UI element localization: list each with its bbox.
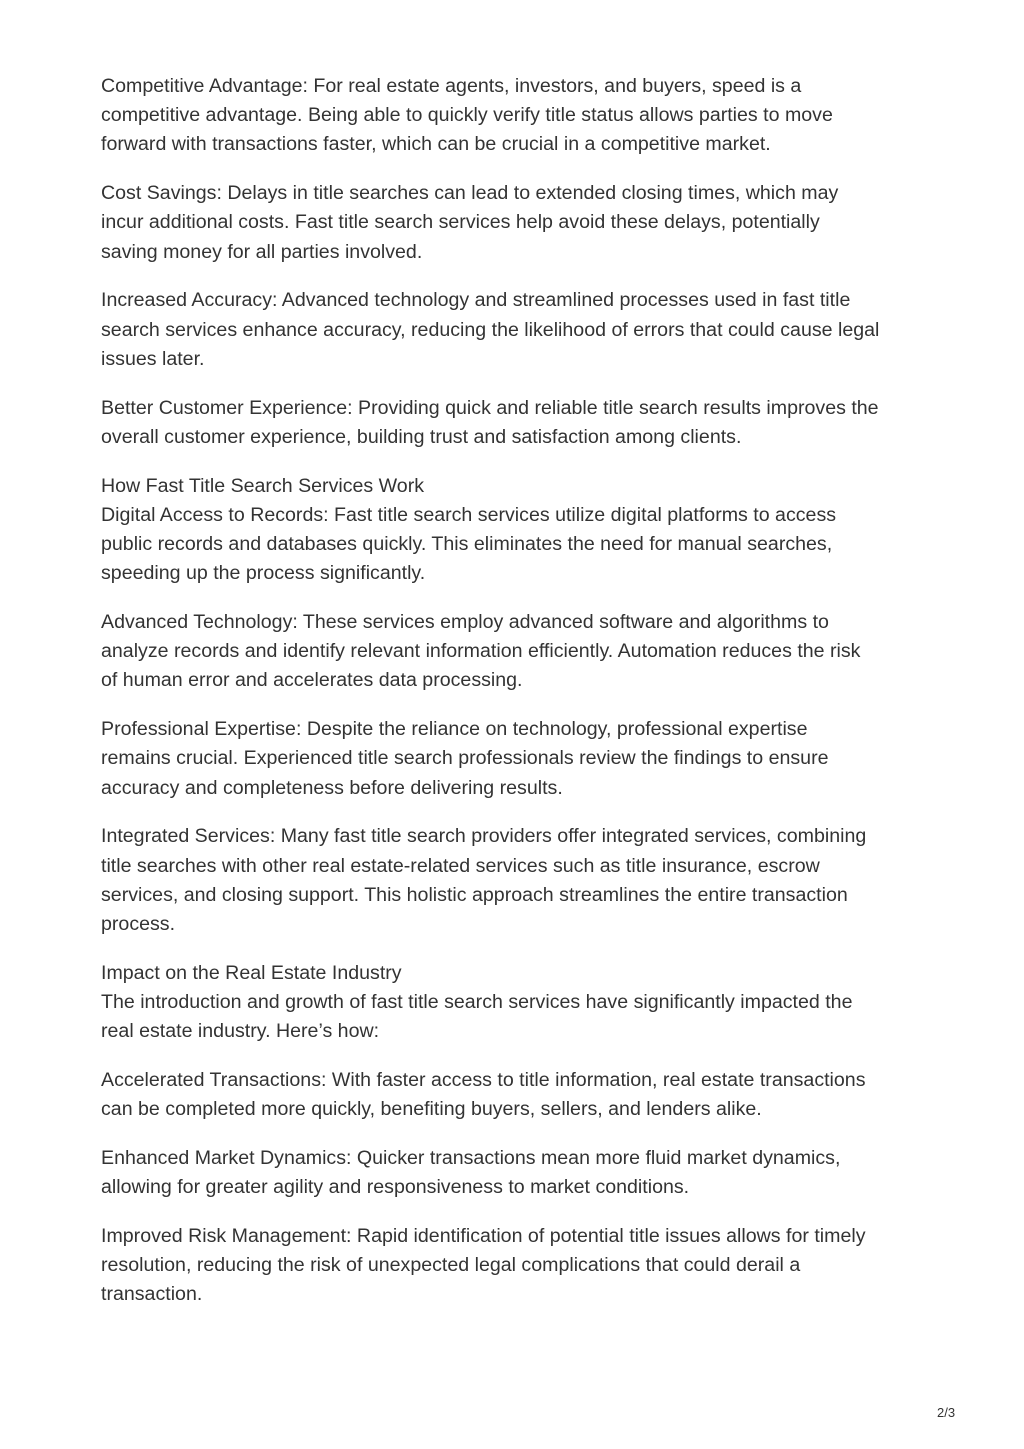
paragraph-integrated-services [101, 822, 931, 939]
text-line: Increased Accuracy: Advanced technology and streamlined processes used in fast title [101, 289, 851, 312]
text-line: of human error and accelerates data processing. [101, 669, 523, 692]
document-body [101, 72, 931, 1329]
text-line: speeding up the process significantly. [101, 562, 426, 585]
section-heading: How Fast Title Search Services Work [101, 474, 425, 497]
paragraph-accelerated-transactions [101, 1066, 931, 1124]
text-line: process. [101, 913, 176, 936]
text-line: allowing for greater agility and responsiveness to market conditions. [101, 1176, 690, 1199]
text-line: accuracy and completeness before delivering results. [101, 776, 563, 799]
paragraph-competitive-advantage [101, 72, 931, 160]
text-line: issues later. [101, 347, 205, 370]
text-line: can be completed more quickly, benefiting buyers, sellers, and lenders alike. [101, 1098, 762, 1121]
text-line: Advanced Technology: These services employ advanced software and algorithms to [101, 611, 829, 634]
text-line: Improved Risk Management: Rapid identification of potential title issues allows for timely [101, 1225, 866, 1248]
text-line: competitive advantage. Being able to quickly verify title status allows parties to move [101, 104, 833, 127]
text-line: Competitive Advantage: For real estate agents, investors, and buyers, speed is a [101, 75, 802, 97]
paragraph-cost-savings [101, 179, 931, 267]
text-line: real estate industry. Here’s how: [101, 1020, 380, 1043]
text-line: public records and databases quickly. This eliminates the need for manual searches, [101, 533, 833, 556]
text-line: overall customer experience, building trust and satisfaction among clients. [101, 425, 742, 448]
text-line: The introduction and growth of fast title search services have significantly impacted the [101, 991, 853, 1014]
page-number: 2/3 [937, 1405, 956, 1420]
text-line: saving money for all parties involved. [101, 240, 423, 263]
text-line: remains crucial. Experienced title search professionals review the findings to ensure [101, 747, 829, 770]
text-line: title searches with other real estate-related services such as title insurance, escrow [101, 854, 820, 877]
paragraph-impact-on-industry [101, 959, 931, 1047]
text-line: Better Customer Experience: Providing quick and reliable title search results improves the [101, 396, 879, 419]
paragraph-better-customer-experience [101, 394, 931, 452]
text-line: Enhanced Market Dynamics: Quicker transactions mean more fluid market dynamics, [101, 1147, 841, 1170]
paragraph-advanced-technology [101, 608, 931, 696]
text-line: search services enhance accuracy, reducing the likelihood of errors that could cause legal [101, 318, 880, 341]
text-line: Professional Expertise: Despite the reliance on technology, professional expertise [101, 718, 808, 741]
section-heading: Impact on the Real Estate Industry [101, 961, 402, 984]
text-line: forward with transactions faster, which can be crucial in a competitive market. [101, 133, 771, 156]
paragraph-professional-expertise [101, 715, 931, 803]
text-line: Digital Access to Records: Fast title search services utilize digital platforms to access [101, 503, 837, 526]
text-line: Accelerated Transactions: With faster access to title information, real estate transactions [101, 1069, 866, 1092]
text-line: Cost Savings: Delays in title searches can lead to extended closing times, which may [101, 182, 839, 205]
text-line: resolution, reducing the risk of unexpected legal complications that could derail a [101, 1254, 801, 1277]
paragraph-enhanced-market-dynamics [101, 1144, 931, 1202]
paragraph-how-services-work [101, 472, 931, 589]
text-line: services, and closing support. This holistic approach streamlines the entire transaction [101, 883, 848, 906]
text-line: analyze records and identify relevant information efficiently. Automation reduces the risk [101, 640, 861, 663]
paragraph-improved-risk-management [101, 1222, 931, 1310]
text-line: Integrated Services: Many fast title search providers offer integrated services, combining [101, 825, 867, 848]
text-line: transaction. [101, 1283, 203, 1306]
paragraph-increased-accuracy [101, 286, 931, 374]
text-line: incur additional costs. Fast title search services help avoid these delays, potentially [101, 211, 820, 234]
